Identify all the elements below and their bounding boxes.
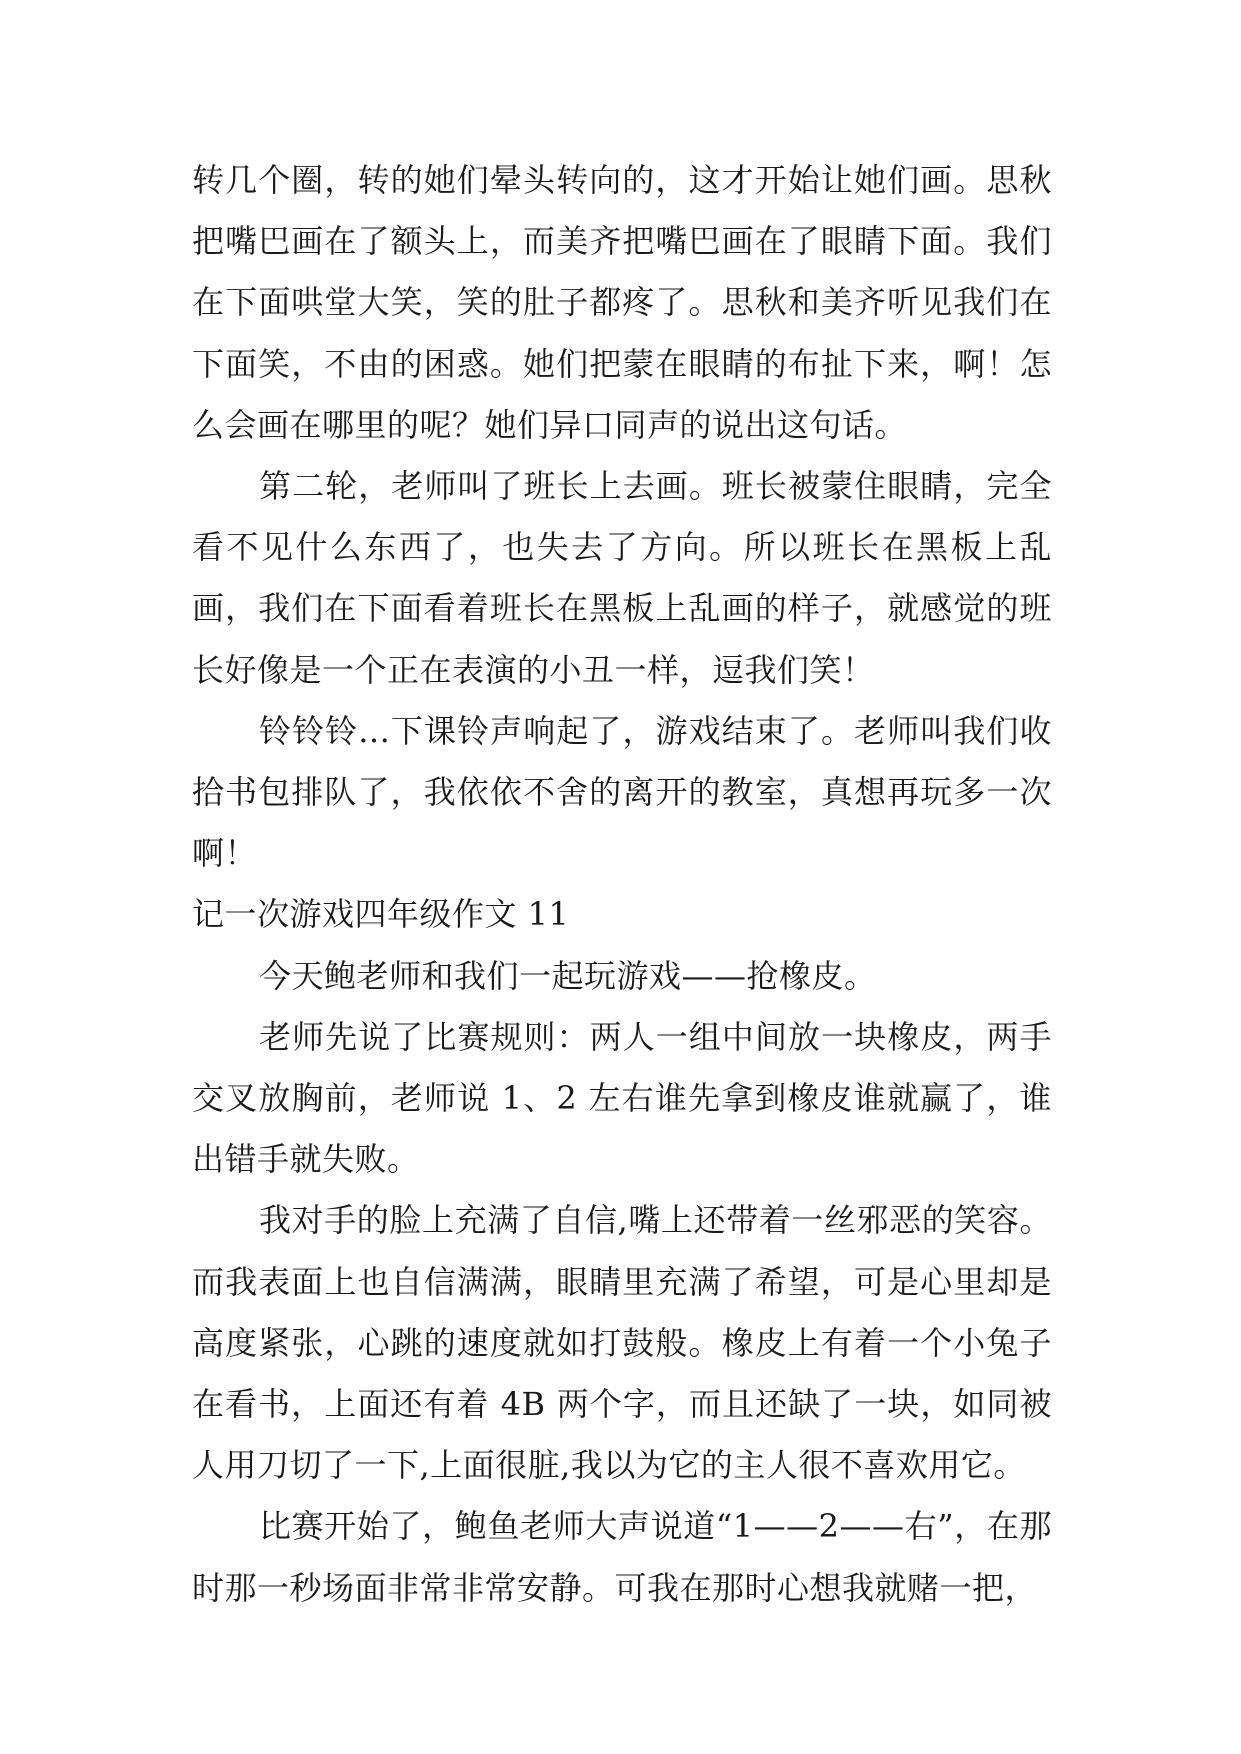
- paragraph-4: 今天鲍老师和我们一起玩游戏——抢橡皮。: [259, 956, 877, 995]
- document-body: [192, 150, 1052, 1619]
- section-title: 记一次游戏四年级作文 11: [192, 895, 570, 934]
- paragraph-2: 第二轮，老师叫了班长上去画。班长被蒙住眼睛，完全看不见什么东西了，也失去了方向。所以班长在黑板上乱画，我们在下面看着班长在黑板上乱画的样子，就感觉的班长好像是一个正在表演的小丑一样，逗我们笑！: [192, 467, 1052, 689]
- paragraph-1: 转几个圈，转的她们晕头转向的，这才开始让她们画。思秋把嘴巴画在了额头上，而美齐把嘴巴画在了眼睛下面。我们在下面哄堂大笑，笑的肚子都疼了。思秋和美齐听见我们在下面笑，不由的困惑。她们把蒙在眼睛的布扯下来，啊！怎么会画在哪里的呢？她们异口同声的说出这句话。: [192, 161, 1052, 444]
- paragraph-7: 比赛开始了，鲍鱼老师大声说道“1——2——右”，在那时那一秒场面非常非常安静。可我在那时心想我就赌一把，: [192, 1507, 1052, 1607]
- paragraph-6: 我对手的脸上充满了自信,嘴上还带着一丝邪恶的笑容。而我表面上也自信满满，眼睛里充满了希望，可是心里却是高度紧张，心跳的速度就如打鼓般。橡皮上有着一个小兔子在看书，上面还有着 4B 两个字，而且还缺了一块，如同被人用刀切了一下,上面很脏,我以为它的主人很不喜欢用它。: [192, 1201, 1052, 1485]
- paragraph-3: 铃铃铃...下课铃声响起了，游戏结束了。老师叫我们收拾书包排队了，我依依不舍的离开的教室，真想再玩多一次啊！: [192, 711, 1052, 873]
- paragraph-5: 老师先说了比赛规则：两人一组中间放一块橡皮，两手交叉放胸前，老师说 1、2 左右谁先拿到橡皮谁就赢了，谁出错手就失败。: [192, 1017, 1052, 1179]
